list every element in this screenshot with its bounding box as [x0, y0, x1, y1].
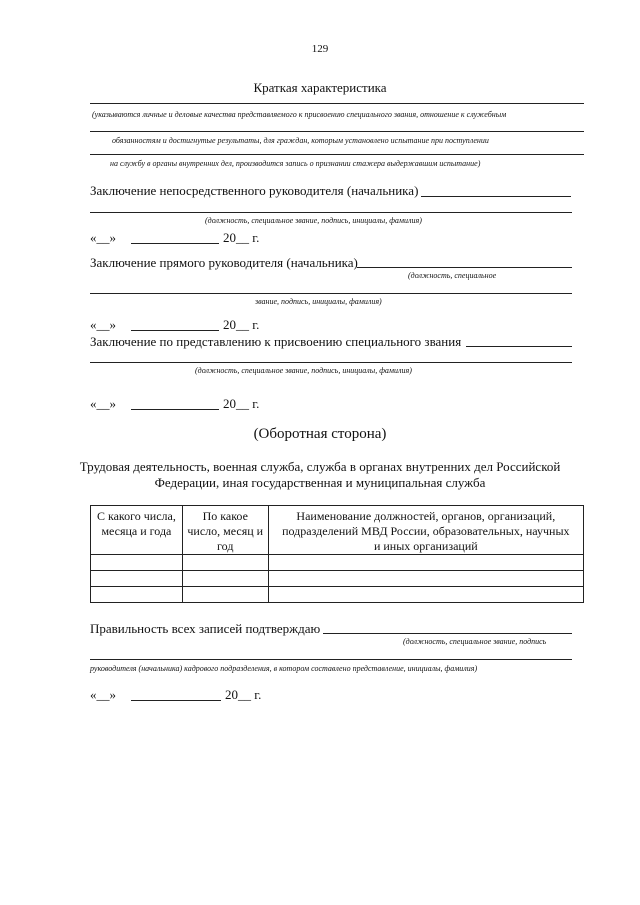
table-cell[interactable] — [91, 571, 183, 587]
table-cell[interactable] — [268, 555, 583, 571]
direct-supervisor-note: (должность, специальное звание, подпись, инициалы, фамилия) — [205, 216, 422, 225]
confirmation-note-1: (должность, специальное звание, подпись — [403, 637, 547, 646]
direct-supervisor-label: Заключение непосредственного руководителя (начальника) — [90, 183, 419, 198]
immediate-supervisor-date-open: «__» — [90, 317, 116, 332]
immediate-supervisor-date-field[interactable] — [131, 330, 219, 331]
confirmation-field[interactable] — [323, 633, 572, 634]
confirmation-line[interactable] — [90, 659, 572, 660]
confirmation-note-2: руководителя (начальника) кадрового подразделения, в котором составлено представление, инициалы, фамилия) — [90, 664, 478, 673]
immediate-supervisor-date-year: 20__ г. — [223, 317, 260, 332]
immediate-supervisor-note-2: звание, подпись, инициалы, фамилия) — [255, 297, 382, 306]
table-cell[interactable] — [182, 571, 268, 587]
table-row — [91, 587, 584, 603]
rank-submission-label: Заключение по представлению к присвоению специального звания — [90, 334, 462, 349]
immediate-supervisor-line[interactable] — [90, 293, 572, 294]
rank-submission-date-field[interactable] — [131, 409, 219, 410]
immediate-supervisor-label: Заключение прямого руководителя (начальника) — [90, 255, 358, 270]
rank-submission-date-open: «__» — [90, 396, 116, 411]
table-row — [91, 571, 584, 587]
confirmation-date-field[interactable] — [131, 700, 221, 701]
rank-submission-note: (должность, специальное звание, подпись, инициалы, фамилия) — [195, 366, 412, 375]
immediate-supervisor-note-1: (должность, специальное — [408, 271, 497, 280]
confirmation-date-open: «__» — [90, 687, 116, 702]
work-history-heading-2: Федерации, иная государственная и муниципальная служба — [154, 475, 486, 490]
column-header-organization: Наименование должностей, органов, организаций, подразделений МВД России, образовательных, научных и иных организаций — [268, 506, 583, 555]
column-header-from-date: С какого числа, месяца и года — [91, 506, 183, 555]
characteristic-note-1: (указываются личные и деловые качества представляемого к присвоению специального звания, отношение к служебным — [92, 110, 507, 119]
direct-supervisor-line[interactable] — [90, 212, 572, 213]
table-row — [91, 555, 584, 571]
characteristic-line-3[interactable] — [90, 154, 584, 155]
rank-submission-field[interactable] — [466, 346, 572, 347]
characteristic-line-2[interactable] — [90, 131, 584, 132]
rank-submission-date-year: 20__ г. — [223, 396, 260, 411]
confirmation-label: Правильность всех записей подтверждаю — [90, 621, 321, 636]
direct-supervisor-date-year: 20__ г. — [223, 230, 260, 245]
reverse-side-heading: (Оборотная сторона) — [253, 426, 387, 442]
direct-supervisor-date-field[interactable] — [131, 243, 219, 244]
direct-supervisor-date-open: «__» — [90, 230, 116, 245]
characteristic-note-2: обязанностям и достигнутые результаты, для граждан, которым установлено испытание при поступлении — [112, 136, 489, 145]
work-history-table — [90, 505, 584, 603]
table-cell[interactable] — [91, 587, 183, 603]
immediate-supervisor-field[interactable] — [357, 267, 572, 268]
table-cell[interactable] — [268, 571, 583, 587]
brief-characteristic-title: Краткая характеристика — [253, 80, 387, 95]
page-number: 129 — [311, 43, 329, 55]
work-history-heading-1: Трудовая деятельность, военная служба, служба в органах внутренних дел Российской — [79, 459, 561, 474]
confirmation-date-year: 20__ г. — [225, 687, 262, 702]
characteristic-line-1[interactable] — [90, 103, 584, 104]
table-cell[interactable] — [268, 587, 583, 603]
table-cell[interactable] — [182, 587, 268, 603]
table-cell[interactable] — [91, 555, 183, 571]
table-cell[interactable] — [182, 555, 268, 571]
rank-submission-line[interactable] — [90, 362, 572, 363]
table-header-row — [91, 506, 584, 555]
column-header-to-date: По какое число, месяц и год — [182, 506, 268, 555]
characteristic-note-3: на службу в органы внутренних дел, производится запись о признании стажера выдержавшим испытание) — [110, 159, 481, 168]
direct-supervisor-field[interactable] — [421, 196, 571, 197]
